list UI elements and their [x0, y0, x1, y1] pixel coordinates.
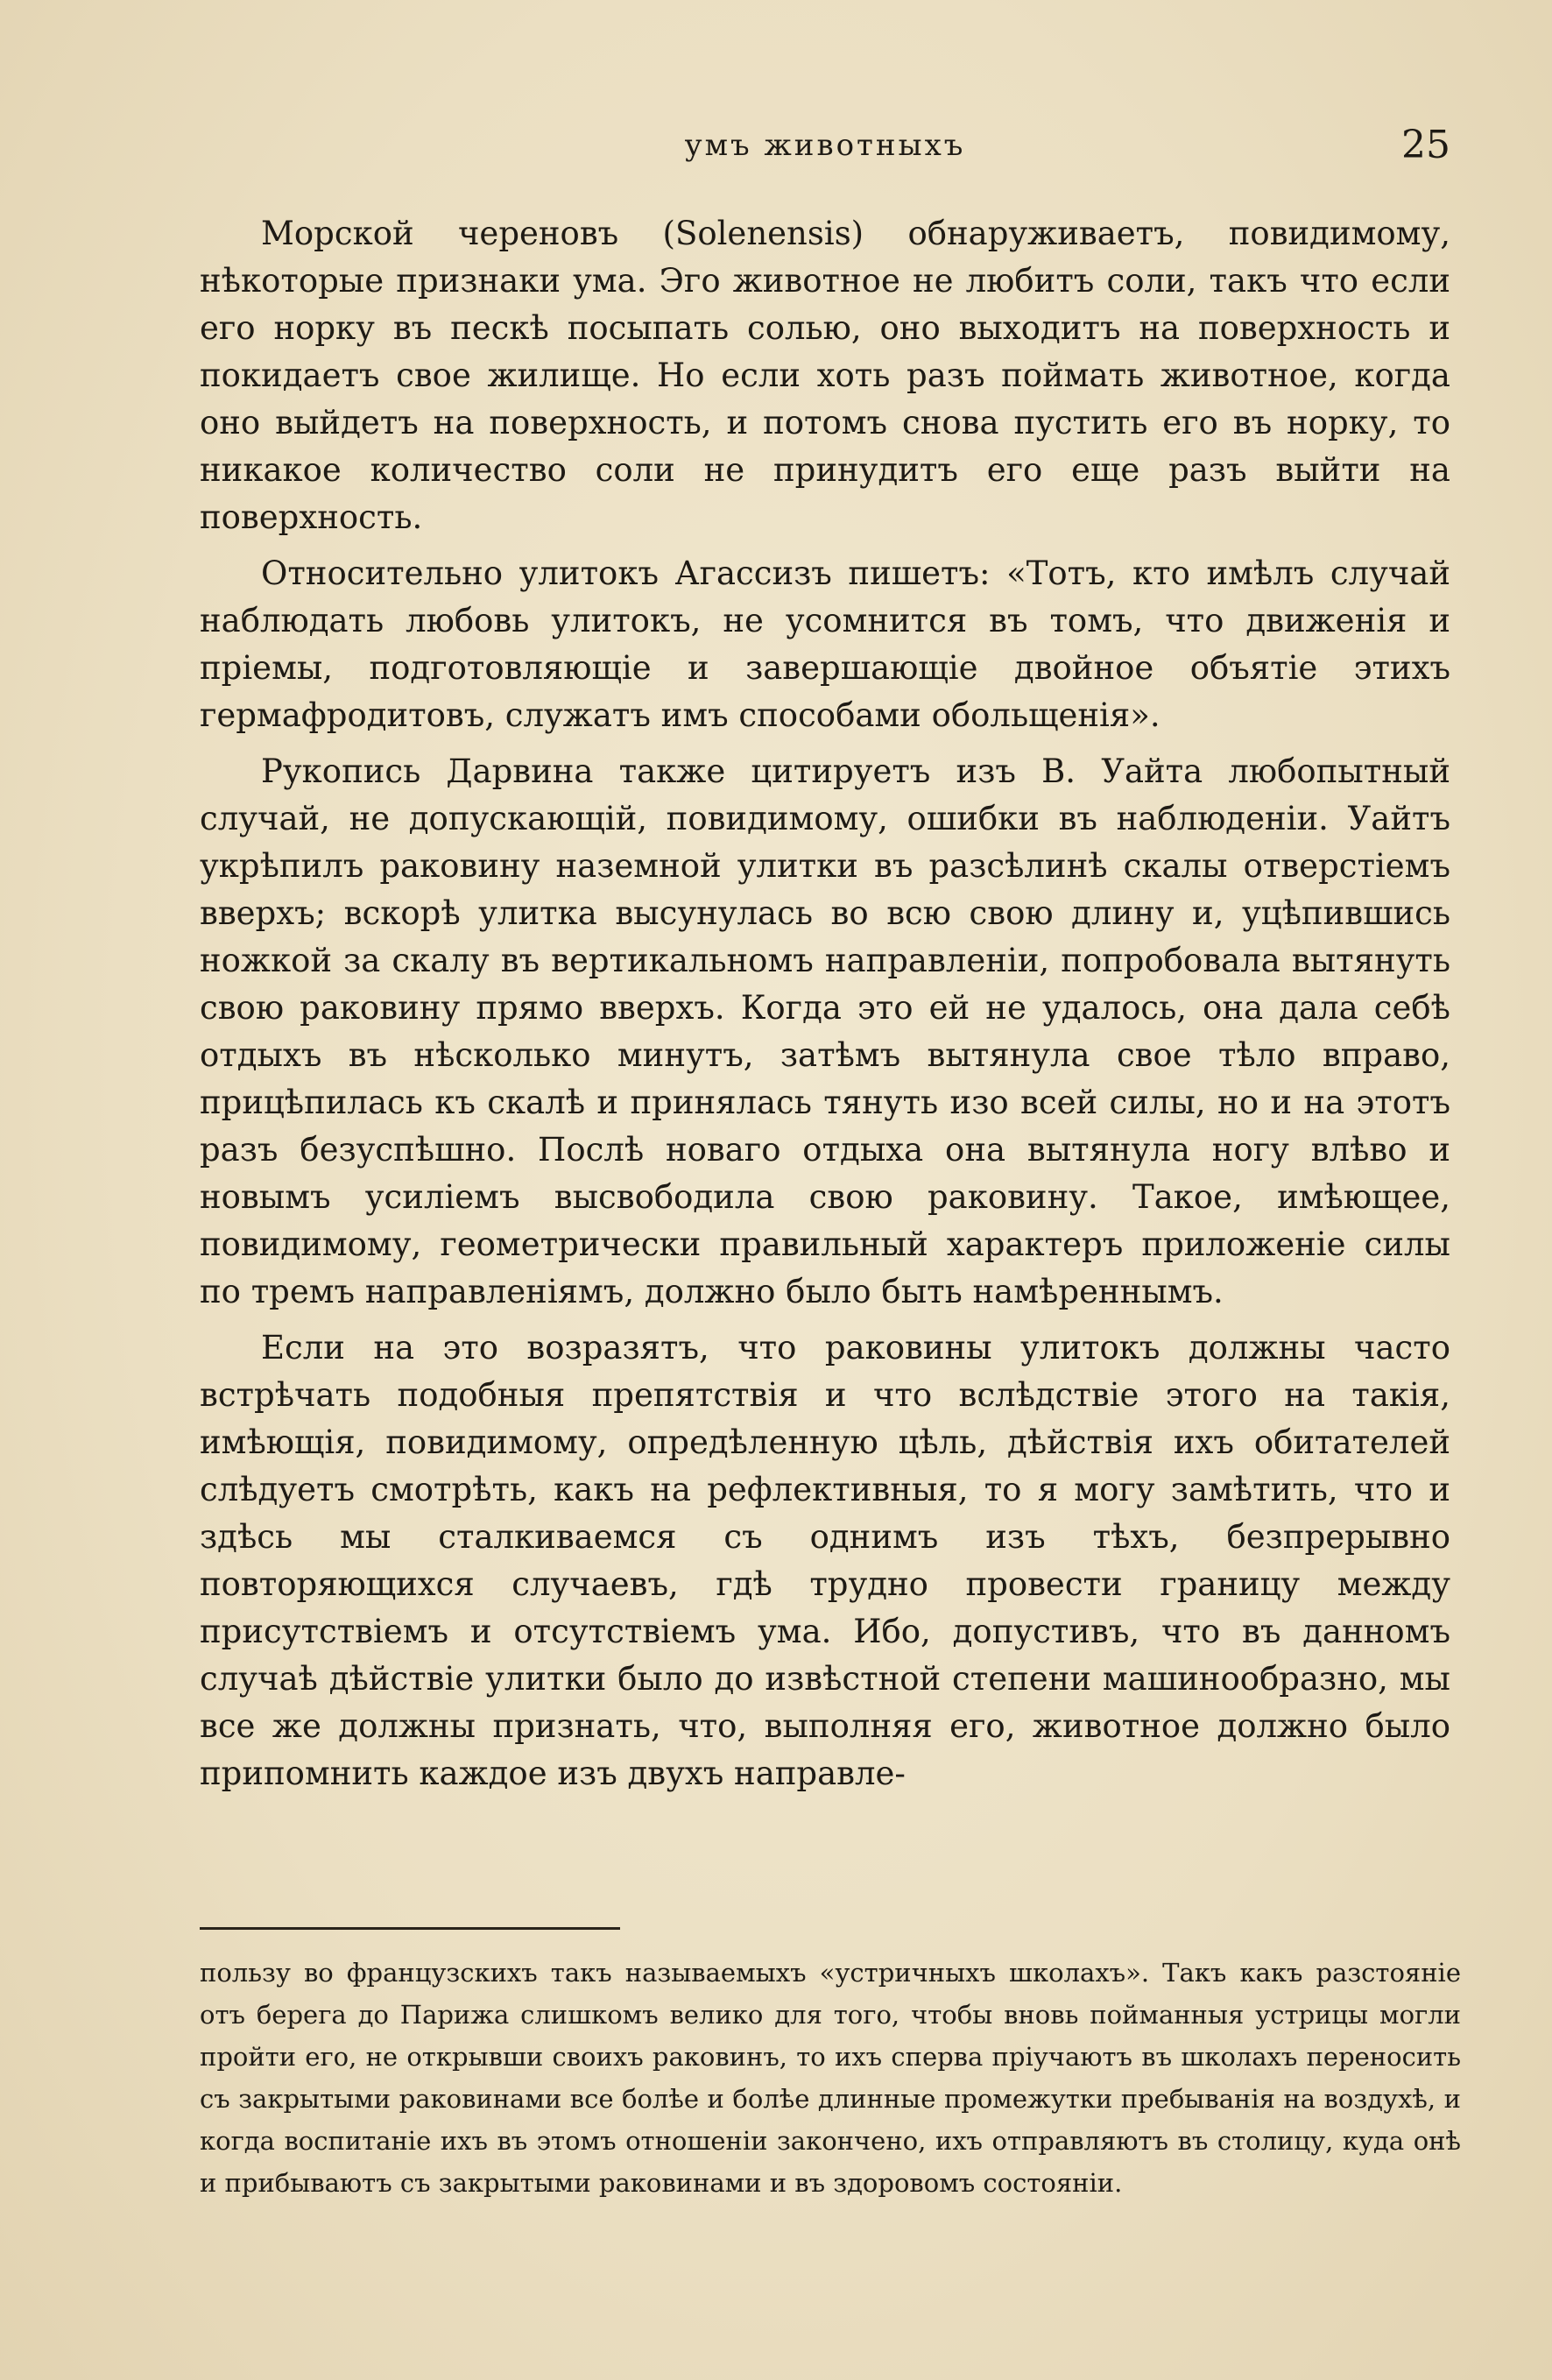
footnote-rule [200, 1927, 620, 1930]
paragraph-agassiz-snails: Относительно улитокъ Агассизъ пишетъ: «Тотъ, кто имѣлъ случай наблюдать любовь улитокъ, не усомнится въ томъ, что движенія и пріемы, подготовляющіе и завершающіе двойное объятіе этихъ гермафродитовъ, служатъ имъ способами обольщенія». [200, 554, 1450, 734]
main-text [200, 210, 1450, 1806]
page-number: 25 [1401, 123, 1450, 167]
running-head [200, 123, 1450, 175]
running-title: умъ животныхъ [684, 128, 966, 163]
paragraph-razor-clam: Морской череновъ (Solenensis) обнаруживаетъ, повидимому, нѣкоторые признаки ума. Эго животное не любитъ соли, такъ что если его норку въ пескѣ посыпать солью, оно выходитъ на поверхность и покидаетъ свое жилище. Но если хоть разъ поймать животное, когда оно выйдетъ на поверхность, и потомъ снова пустить его въ норку, то никакое количество соли не принудитъ его еще разъ выйти на поверхность. [200, 215, 1450, 536]
paragraph-white-snail: Рукопись Дарвина также цитируетъ изъ В. Уайта любопытный случай, не допускающій, повидимому, ошибки въ наблюденіи. Уайтъ укрѣпилъ раковину наземной улитки въ разсѣлинѣ скалы отверстіемъ вверхъ; вскорѣ улитка высунулась во всю свою длину и, уцѣпившись ножкой за скалу въ вертикальномъ направленіи, попробовала вытянуть свою раковину прямо вверхъ. Когда это ей не удалось, она дала себѣ отдыхъ въ нѣсколько минутъ, затѣмъ вытянула свое тѣло вправо, прицѣпилась къ скалѣ и принялась тянуть изо всей силы, но и на этотъ разъ безуспѣшно. Послѣ новаго отдыха она вытянула ногу влѣво и новымъ усиліемъ высвободила свою раковину. Такое, имѣющее, повидимому, геометрически правильный характеръ приложеніе силы по тремъ направленіямъ, должно было быть намѣреннымъ. [200, 752, 1450, 1310]
footnote-oysters: пользу во французскихъ такъ называемыхъ «устричныхъ школахъ». Такъ какъ разстояніе отъ берега до Парижа слишкомъ велико для того, чтобы вновь пойманныя устрицы могли пройти его, не открывши своихъ раковинъ, то ихъ сперва пріучаютъ въ школахъ переносить съ закрытыми раковинами все болѣе и болѣе длинные промежутки пребыванія на воздухѣ, и когда воспитаніе ихъ въ этомъ отношеніи закончено, ихъ отправляютъ въ столицу, куда онѣ и прибываютъ съ закрытыми раковинами и въ здоровомъ состояніи. [200, 1958, 1461, 2198]
paragraph-reflex-objection: Если на это возразятъ, что раковины улитокъ должны часто встрѣчать подобныя препятствія и что вслѣдствіе этого на такія, имѣющія, повидимому, опредѣленную цѣль, дѣйствія ихъ обитателей слѣдуетъ смотрѣть, какъ на рефлективныя, то я могу замѣтить, что и здѣсь мы сталкиваемся съ однимъ изъ тѣхъ, безпрерывно повторяющихся случаевъ, гдѣ трудно провести границу между присутствіемъ и отсутствіемъ ума. Ибо, допустивъ, что въ данномъ случаѣ дѣйствіе улитки было до извѣстной степени машинообразно, мы все же должны признать, что, выполняя его, животное должно было припомнить каждое изъ двухъ направле- [200, 1329, 1450, 1792]
